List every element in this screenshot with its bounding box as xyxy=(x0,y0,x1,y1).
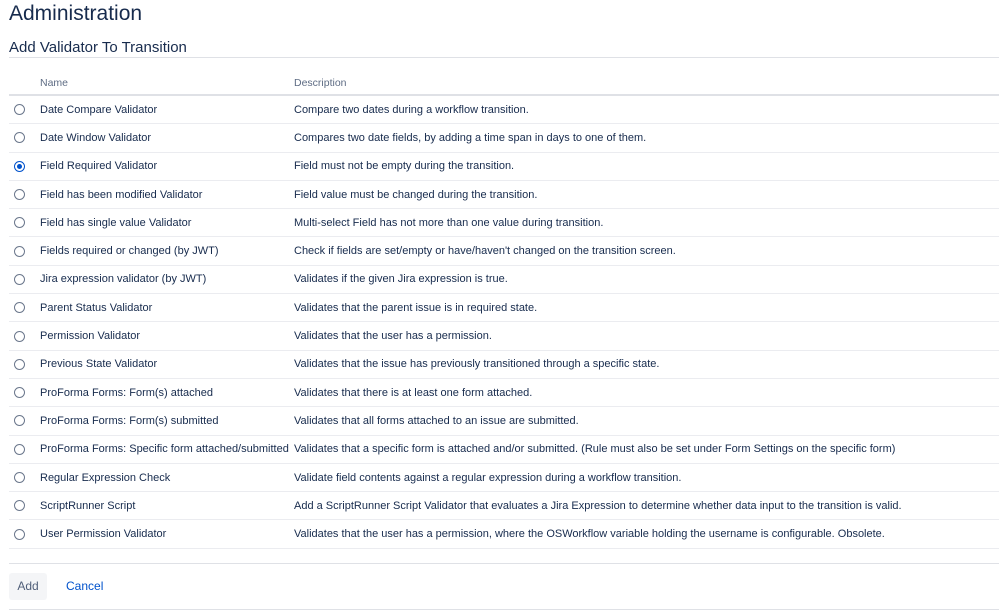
validator-rows xyxy=(9,95,999,548)
radio-cell xyxy=(9,152,40,180)
table-row[interactable] xyxy=(9,520,999,548)
validator-name[interactable]: Permission Validator xyxy=(40,322,294,350)
radio-cell xyxy=(9,492,40,520)
table-row[interactable] xyxy=(9,152,999,180)
validator-radio[interactable] xyxy=(14,161,25,172)
table-header-row xyxy=(9,72,999,95)
cancel-button[interactable]: Cancel xyxy=(58,573,111,600)
table-row[interactable] xyxy=(9,95,999,124)
table-row[interactable] xyxy=(9,407,999,435)
page-title: Administration xyxy=(9,2,143,25)
validator-description: Add a ScriptRunner Script Validator that evaluates a Jira Expression to determine whether data input to the transition is valid. xyxy=(294,492,999,520)
validator-name[interactable]: Field has been modified Validator xyxy=(40,180,294,208)
validator-table xyxy=(9,72,999,549)
radio-cell xyxy=(9,265,40,293)
validator-name[interactable]: User Permission Validator xyxy=(40,520,294,548)
validator-name[interactable]: Previous State Validator xyxy=(40,350,294,378)
validator-description: Validates that there is at least one form attached. xyxy=(294,378,999,406)
radio-cell xyxy=(9,322,40,350)
validator-radio[interactable] xyxy=(14,217,25,228)
radio-cell xyxy=(9,124,40,152)
radio-cell xyxy=(9,180,40,208)
section-title: Add Validator To Transition xyxy=(9,39,187,56)
section-divider xyxy=(9,57,999,58)
radio-column-header xyxy=(9,72,40,95)
table-row[interactable] xyxy=(9,180,999,208)
validator-radio[interactable] xyxy=(14,331,25,342)
validator-radio[interactable] xyxy=(14,104,25,115)
validator-description: Field must not be empty during the transition. xyxy=(294,152,999,180)
validator-radio[interactable] xyxy=(14,472,25,483)
add-button[interactable]: Add xyxy=(9,573,47,600)
validator-radio[interactable] xyxy=(14,246,25,257)
validator-radio[interactable] xyxy=(14,302,25,313)
radio-cell xyxy=(9,407,40,435)
radio-cell xyxy=(9,350,40,378)
name-column-header: Name xyxy=(40,72,294,95)
table-row[interactable] xyxy=(9,435,999,463)
validator-radio[interactable] xyxy=(14,359,25,370)
validator-name[interactable]: ProForma Forms: Form(s) attached xyxy=(40,378,294,406)
validator-radio[interactable] xyxy=(14,387,25,398)
table-row[interactable] xyxy=(9,463,999,491)
validator-name[interactable]: Field has single value Validator xyxy=(40,209,294,237)
table-row[interactable] xyxy=(9,209,999,237)
validator-name[interactable]: Jira expression validator (by JWT) xyxy=(40,265,294,293)
table-row[interactable] xyxy=(9,378,999,406)
validator-description: Multi-select Field has not more than one value during transition. xyxy=(294,209,999,237)
validator-description: Compares two date fields, by adding a time span in days to one of them. xyxy=(294,124,999,152)
validator-radio[interactable] xyxy=(14,132,25,143)
radio-cell xyxy=(9,463,40,491)
validator-description: Validates that the user has a permission, where the OSWorkflow variable holding the username is configurable. Obsolete. xyxy=(294,520,999,548)
radio-cell xyxy=(9,520,40,548)
table-row[interactable] xyxy=(9,294,999,322)
validator-radio[interactable] xyxy=(14,444,25,455)
validator-radio[interactable] xyxy=(14,415,25,426)
validator-description: Field value must be changed during the transition. xyxy=(294,180,999,208)
validator-name[interactable]: Field Required Validator xyxy=(40,152,294,180)
validator-name[interactable]: Date Window Validator xyxy=(40,124,294,152)
validator-name[interactable]: Date Compare Validator xyxy=(40,95,294,124)
validator-description: Compare two dates during a workflow transition. xyxy=(294,95,999,124)
validator-description: Validates that the parent issue is in required state. xyxy=(294,294,999,322)
validator-description: Validates that the issue has previously transitioned through a specific state. xyxy=(294,350,999,378)
validator-name[interactable]: Parent Status Validator xyxy=(40,294,294,322)
description-column-header: Description xyxy=(294,72,999,95)
validator-description: Validates if the given Jira expression is true. xyxy=(294,265,999,293)
validator-description: Validates that all forms attached to an issue are submitted. xyxy=(294,407,999,435)
radio-cell xyxy=(9,378,40,406)
validator-name[interactable]: Fields required or changed (by JWT) xyxy=(40,237,294,265)
table-row[interactable] xyxy=(9,124,999,152)
validator-radio[interactable] xyxy=(14,500,25,511)
validator-name[interactable]: ProForma Forms: Specific form attached/submitted xyxy=(40,435,294,463)
table-row[interactable] xyxy=(9,350,999,378)
radio-cell xyxy=(9,237,40,265)
validator-name[interactable]: Regular Expression Check xyxy=(40,463,294,491)
footer-divider xyxy=(9,609,999,610)
validator-radio[interactable] xyxy=(14,189,25,200)
validator-radio[interactable] xyxy=(14,529,25,540)
radio-cell xyxy=(9,209,40,237)
radio-cell xyxy=(9,435,40,463)
validator-radio[interactable] xyxy=(14,274,25,285)
validator-description: Validates that a specific form is attached and/or submitted. (Rule must also be set under Form Settings on the specific form) xyxy=(294,435,999,463)
table-bottom-divider xyxy=(9,563,999,564)
table-row[interactable] xyxy=(9,322,999,350)
validator-description: Validate field contents against a regular expression during a workflow transition. xyxy=(294,463,999,491)
table-row[interactable] xyxy=(9,492,999,520)
validator-name[interactable]: ProForma Forms: Form(s) submitted xyxy=(40,407,294,435)
validator-name[interactable]: ScriptRunner Script xyxy=(40,492,294,520)
table-row[interactable] xyxy=(9,237,999,265)
validator-description: Validates that the user has a permission. xyxy=(294,322,999,350)
radio-cell xyxy=(9,294,40,322)
table-row[interactable] xyxy=(9,265,999,293)
radio-cell xyxy=(9,95,40,124)
validator-description: Check if fields are set/empty or have/haven't changed on the transition screen. xyxy=(294,237,999,265)
